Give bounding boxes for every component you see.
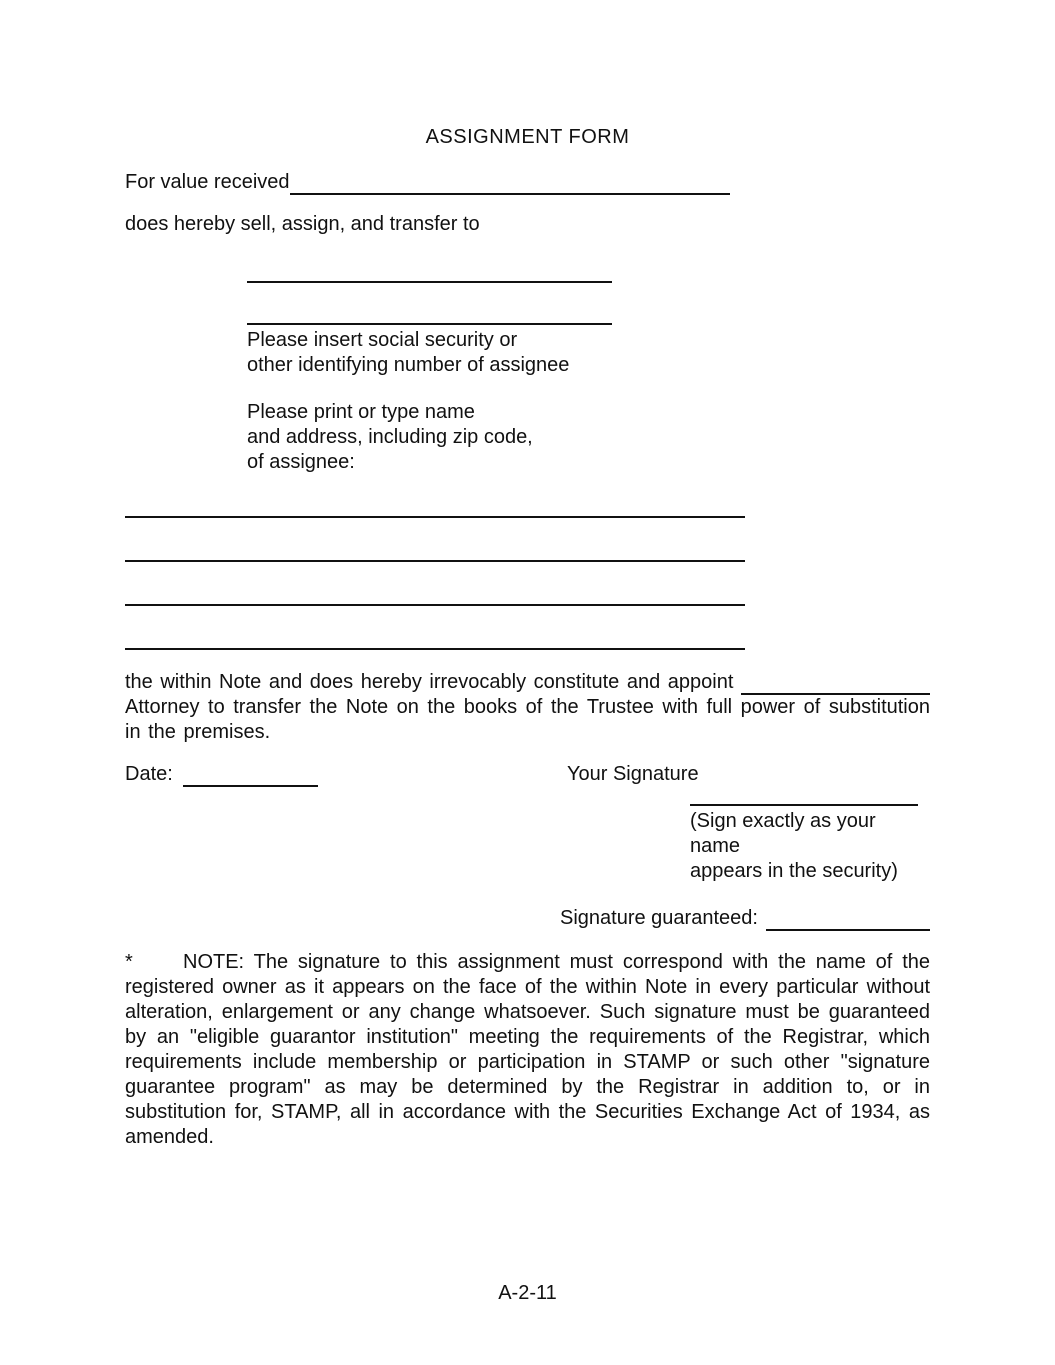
note-paragraph [125,950,930,1150]
sign-hint-line-1: (Sign exactly as your name [690,810,876,857]
appoint-line-text: the within Note and does hereby irrevocably constitute and appoint [125,671,734,693]
note-text: NOTE: The signature to this assignment must correspond with the name of the registered owner as it appears on the face of the within Note in every particular without alteration, enlargement or any change whatsoever. Such signature must be guaranteed by an "eligible guarantor institution" meeting the requirements of the Registrar, which requirements include membership or participation in STAMP or such other "signature guarantee program" as may be determined by the Registrar in addition to, or in substitution for, STAMP, all in accordance with the Securities Exchange Act of 1934, as amended. [125,951,930,1148]
ssn-instruction [247,328,930,378]
for-value-received-label: For value received [125,171,290,193]
date-label: Date: [125,763,173,785]
print-instruction [247,400,930,475]
signature-blank[interactable] [690,804,918,806]
assignee-address-blank-4[interactable] [125,648,745,650]
signature-guaranteed-label: Signature guaranteed: [560,907,758,929]
note-asterisk: * [125,951,133,973]
page-number: A-2-11 [498,1282,557,1304]
assignee-address-blank-1[interactable] [125,516,745,518]
assignee-address-blank-3[interactable] [125,604,745,606]
value-received-blank[interactable] [290,193,730,195]
ssn-instruction-line-1: Please insert social security or [247,329,518,351]
transfer-to-text: does hereby sell, assign, and transfer to [125,213,480,235]
signature-area [690,804,925,884]
print-instruction-line-2: and address, including zip code, [247,426,533,448]
page-title: ASSIGNMENT FORM [425,126,630,148]
print-instruction-line-3: of assignee: [247,451,355,473]
signature-guaranteed-blank[interactable] [766,929,930,931]
for-value-received-row [125,170,730,195]
print-instruction-line-1: Please print or type name [247,401,475,423]
assignee-address-blank-2[interactable] [125,560,745,562]
date-signature-row [125,762,930,787]
appoint-continuation-text: Attorney to transfer the Note on the books of the Trustee with full power of substitution in the premises. [125,696,930,743]
ssn-instruction-line-2: other identifying number of assignee [247,354,570,376]
sign-hint-line-2: appears in the security) [690,860,898,882]
your-signature-label: Your Signature [567,763,699,785]
date-blank[interactable] [183,785,318,787]
signature-guaranteed-row [560,906,930,931]
assignee-id-blank-2[interactable] [247,323,612,325]
assignee-id-blank-1[interactable] [247,281,612,283]
appoint-line [125,670,930,695]
